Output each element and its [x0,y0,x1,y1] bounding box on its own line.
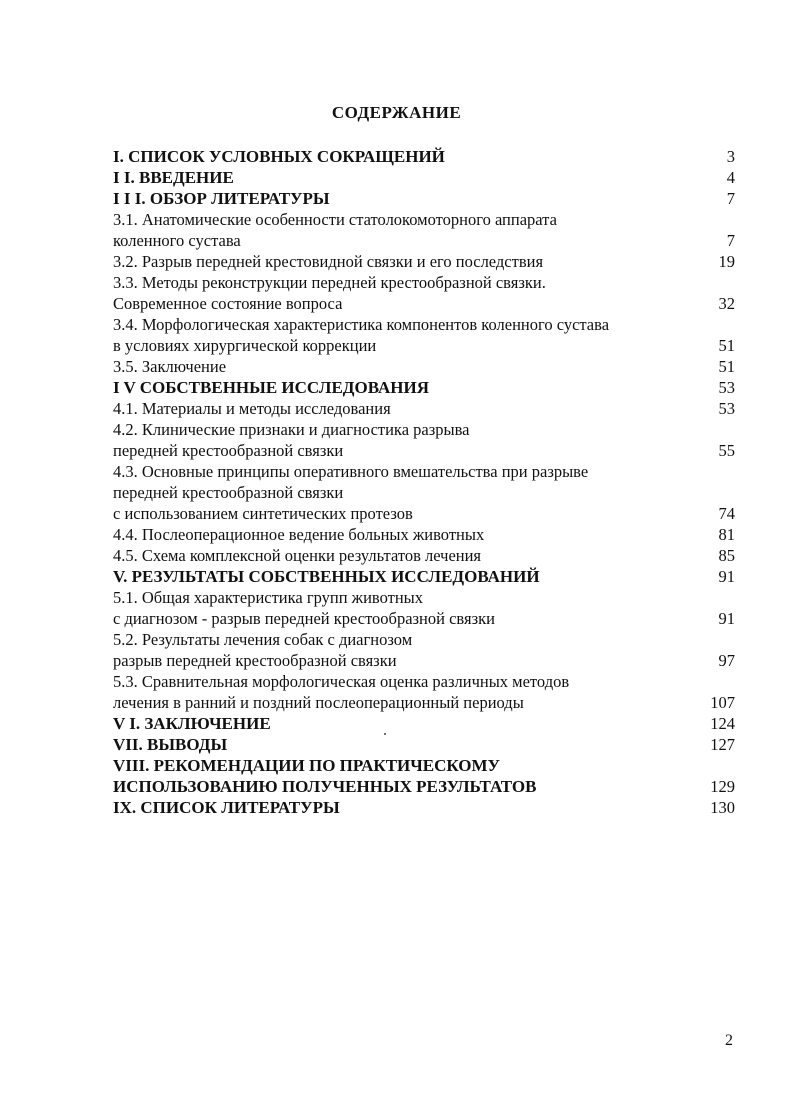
toc-entry-page: 4 [726,168,735,187]
toc-entry-page: 19 [718,252,735,271]
toc-entry-title: коленного сустава [113,231,241,250]
toc-entry [113,230,735,251]
toc-entry [113,608,735,629]
toc-entry-title: 4.2. Клинические признаки и диагностика разрыва [113,420,470,439]
toc-entry [113,629,735,650]
toc-entry [113,566,735,587]
toc-entry-title: I I. ВВЕДЕНИЕ [113,168,234,187]
toc-entry [113,293,735,314]
toc-entry [113,524,735,545]
toc-entry-page: 53 [718,399,735,418]
toc-entry-page: 74 [718,504,735,523]
toc-entry-title: 5.2. Результаты лечения собак с диагнозом [113,630,413,649]
toc-entry-page: 107 [710,693,735,712]
toc-entry [113,314,735,335]
toc-entry [113,398,735,419]
toc-entry-page: 55 [718,441,735,460]
toc-entry [113,503,735,524]
toc-entry [113,356,735,377]
toc-entry-page: 124 [710,714,735,733]
toc-entry-title: VII. ВЫВОДЫ [113,735,228,754]
toc-entry [113,146,735,167]
toc-entry [113,377,735,398]
toc-entry [113,755,735,776]
toc-entry-title: Современное состояние вопроса [113,294,343,313]
toc-entry-title: 5.1. Общая характеристика групп животных [113,588,424,607]
toc-entry [113,545,735,566]
toc-entry-title: лечения в ранний и поздний послеоперационный периоды [113,693,524,712]
toc-entry-title: 3.2. Разрыв передней крестовидной связки и его последствия [113,252,544,271]
toc-entry-page: 130 [710,798,735,817]
toc-entry-title: V I. ЗАКЛЮЧЕНИЕ [113,714,271,733]
table-of-contents [113,146,735,818]
toc-entry-page: 91 [718,567,735,586]
toc-entry-title: 4.5. Схема комплексной оценки результатов лечения [113,546,482,565]
toc-entry-title: VIII. РЕКОМЕНДАЦИИ ПО ПРАКТИЧЕСКОМУ [113,756,501,775]
toc-entry [113,713,735,734]
toc-entry [113,209,735,230]
toc-entry-title: с диагнозом - разрыв передней крестообразной связки [113,609,495,628]
toc-entry-title: I. СПИСОК УСЛОВНЫХ СОКРАЩЕНИЙ [113,147,445,166]
toc-entry-title: 3.1. Анатомические особенности статолокомоторного аппарата [113,210,557,229]
toc-entry-page: 85 [718,546,735,565]
toc-entry-title: 3.5. Заключение [113,357,227,376]
toc-entry-title: в условиях хирургической коррекции [113,336,377,355]
toc-entry [113,734,735,755]
toc-entry [113,419,735,440]
toc-entry [113,188,735,209]
toc-entry [113,461,735,482]
toc-entry-title: I I I. ОБЗОР ЛИТЕРАТУРЫ [113,189,330,208]
toc-entry [113,650,735,671]
toc-entry-title: V. РЕЗУЛЬТАТЫ СОБСТВЕННЫХ ИССЛЕДОВАНИЙ [113,567,540,586]
toc-entry-page: 32 [718,294,735,313]
toc-entry-page: 81 [718,525,735,544]
toc-entry [113,272,735,293]
page-title: СОДЕРЖАНИЕ [331,103,462,122]
toc-entry [113,167,735,188]
toc-entry-title: 4.3. Основные принципы оперативного вмешательства при разрыве [113,462,589,481]
toc-entry-title: IX. СПИСОК ЛИТЕРАТУРЫ [113,798,340,817]
toc-entry-title: передней крестообразной связки [113,483,344,502]
toc-entry [113,482,735,503]
toc-entry [113,797,735,818]
toc-entry-page: 53 [718,378,735,397]
toc-entry-page: 91 [718,609,735,628]
toc-entry-title: разрыв передней крестообразной связки [113,651,397,670]
toc-entry-title: 5.3. Сравнительная морфологическая оценка различных методов [113,672,570,691]
toc-entry [113,251,735,272]
toc-entry-page: 7 [726,231,735,250]
toc-entry-title: передней крестообразной связки [113,441,344,460]
toc-entry-page: 51 [718,336,735,355]
scan-speck [384,733,386,735]
toc-entry [113,671,735,692]
toc-entry [113,440,735,461]
toc-entry-page: 129 [710,777,735,796]
toc-entry-title: 4.4. Послеоперационное ведение больных животных [113,525,485,544]
toc-entry [113,692,735,713]
toc-entry [113,587,735,608]
toc-entry-page: 7 [726,189,735,208]
toc-entry-title: 3.3. Методы реконструкции передней крестообразной связки. [113,273,546,292]
toc-entry-page: 3 [726,147,735,166]
toc-entry-title: 3.4. Морфологическая характеристика компонентов коленного сустава [113,315,610,334]
toc-entry-title: с использованием синтетических протезов [113,504,413,523]
toc-entry-page: 97 [718,651,735,670]
toc-entry [113,335,735,356]
toc-entry [113,776,735,797]
toc-entry-title: ИСПОЛЬЗОВАНИЮ ПОЛУЧЕННЫХ РЕЗУЛЬТАТОВ [113,777,537,796]
page-number: 2 [725,1032,733,1049]
toc-entry-title: 4.1. Материалы и методы исследования [113,399,391,418]
toc-entry-page: 51 [718,357,735,376]
toc-entry-page: 127 [710,735,735,754]
toc-entry-title: I V СОБСТВЕННЫЕ ИССЛЕДОВАНИЯ [113,378,429,397]
